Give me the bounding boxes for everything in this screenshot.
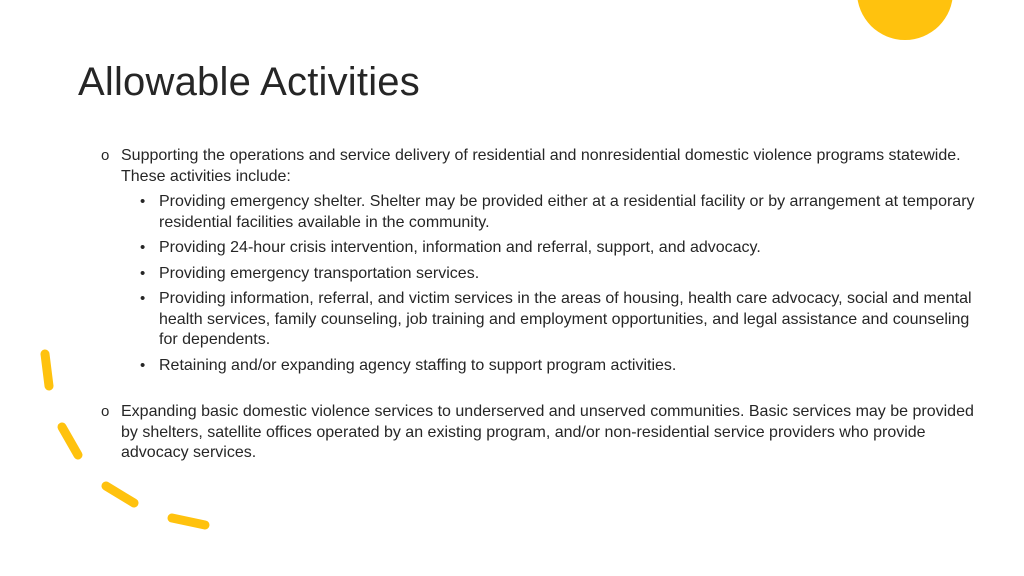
list-item-text: Expanding basic domestic violence services to underserved and unserved communities. Basic services may be provided by shelters, satellite offices operated by an existing program, and/or non-residential service providers who provide advocacy services. (121, 403, 974, 461)
dash-segment (172, 518, 205, 525)
bullet-marker: • (140, 290, 146, 307)
sub-list-item-text: Providing emergency transportation services. (159, 264, 480, 282)
slide-title: Allowable Activities (78, 60, 420, 104)
dash-segment (106, 486, 134, 503)
bullet-marker: • (140, 356, 146, 374)
sub-bullet-list (121, 192, 980, 376)
list-item (100, 146, 980, 376)
bullet-marker: • (140, 239, 146, 256)
list-item (100, 402, 980, 464)
sub-list-item-text: Providing 24-hour crisis intervention, information and referral, support, and advocacy. (159, 239, 761, 256)
sub-list-item (121, 289, 980, 351)
dash-segment (62, 427, 78, 455)
sub-list-item-text: Providing information, referral, and victim services in the areas of housing, health care advocacy, social and mental health services, family counseling, job training and employment opportunities, and legal assistance and counseling for dependents. (159, 290, 972, 348)
sub-list-item-text: Providing emergency shelter. Shelter may be provided either at a residential facility or by arrangement at temporary residential facilities available in the community. (159, 193, 975, 231)
sub-list-item (121, 238, 980, 259)
dash-segment (45, 354, 49, 386)
sub-list-item (121, 264, 980, 285)
bullet-marker: • (140, 264, 146, 282)
bullet-marker: • (140, 193, 146, 210)
sub-list-item-text: Retaining and/or expanding agency staffing to support program activities. (159, 356, 677, 374)
sub-list-item (121, 356, 980, 377)
sub-list-item (121, 192, 980, 233)
bullet-list (100, 146, 980, 464)
list-item-text: Supporting the operations and service delivery of residential and nonresidential domestic violence programs statewide. These activities include: (121, 147, 961, 185)
yellow-circle-decoration (857, 0, 953, 40)
hollow-bullet-marker: o (101, 147, 110, 164)
hollow-bullet-marker: o (101, 403, 110, 420)
